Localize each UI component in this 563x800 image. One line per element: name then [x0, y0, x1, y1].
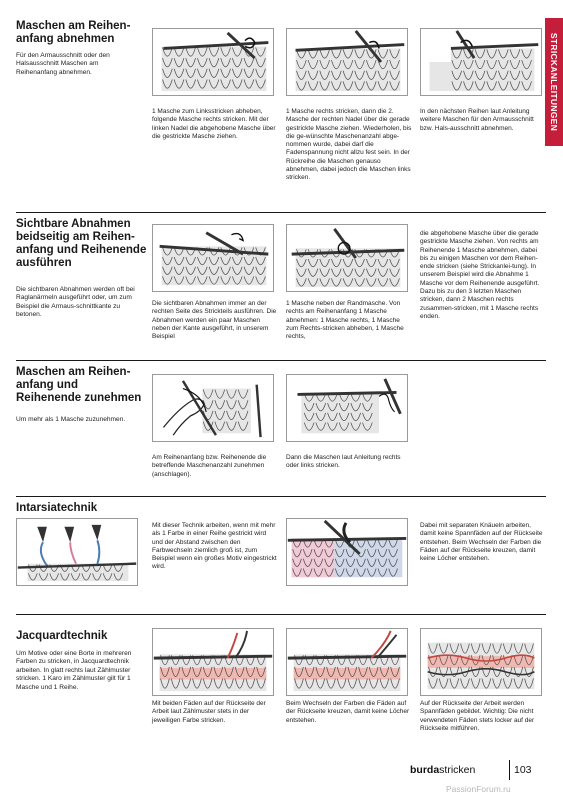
- illustration-jacquard-2: [286, 628, 408, 696]
- footer-brand: [410, 764, 475, 776]
- illustration-bind-off-2: [286, 28, 408, 96]
- illustration-intarsia-bobbins: [16, 518, 138, 586]
- section-divider: [16, 496, 546, 497]
- section-tab-label: STRICKANLEITUNGEN: [549, 32, 560, 132]
- section-title: Sichtbare Abnahmen beidseitig am Reihen-anfang und Reihenende ausführen: [16, 218, 147, 269]
- caption-step-3: Auf der Rückseite der Arbeit werden Spannfäden gebildet. Wichtig: Die nicht verwendeten Fäden stets locker auf der Rückseite mitführen.: [420, 700, 535, 732]
- brand-light: stricken: [439, 764, 476, 776]
- caption-step-2: 1 Masche rechts stricken, dann die 2. Masche der rechten Nadel über die gerade gestrickte Masche ziehen. Wiederholen, bis die ge-wünschte Maschenanzahl abge-nommen wurde, dabei darf die Fadenspannung nicht allzu fest sein. In der Rückreihe die Maschen genauso abnehmen, dabei jedoch die Maschen links stricken.: [286, 108, 412, 182]
- caption-step-2: 1 Masche neben der Randmasche. Von rechts am Reihenanfang 1 Masche abnehmen: 1 Masche rechts, 1 Masche zum Rechts-stricken abheben, 1 Masche rechts,: [286, 300, 404, 341]
- section-description: Um Motive oder eine Borte in mehreren Farben zu stricken, in Jacquardtechnik arbeiten. In glatt rechts laut Zählmuster stricken. 1 Karo im Zählmuster gilt für 1 Masche und 1 Reihe.: [16, 650, 132, 691]
- brand-bold: burda: [410, 764, 440, 776]
- section-intarsia: [16, 502, 546, 612]
- section-description: Für den Armausschnitt oder den Halsausschnitt Maschen am Reihenanfang abnehmen.: [16, 52, 110, 76]
- caption-step-1: 1 Masche zum Linksstricken abheben, folgende Masche rechts stricken. Mit der linken Nadel die abgehobene Masche über die gestrickte Masche ziehen.: [152, 108, 276, 140]
- page-number: 103: [514, 764, 532, 776]
- caption-step-3: In den nächsten Reihen laut Anleitung weitere Maschen für den Armausschnitt bzw. Hals-ausschnitt abnehmen.: [420, 108, 534, 132]
- illustration-bind-off-1: [152, 28, 274, 96]
- caption-step-1: Die sichtbaren Abnahmen immer an der rechten Seite des Strickteils ausführen. Die Abnahmen werden ein paar Maschen neben der Kante ausgeführt, in unserem Beispiel: [152, 300, 277, 341]
- section-description: Die sichtbaren Abnahmen werden oft bei Raglanärmeln ausgeführt oder, um zum Beispiel die Armaus-schnittkante zu betonen.: [16, 286, 135, 319]
- section-title: Maschen am Reihen-anfang und Reihenende zunehmen: [16, 366, 142, 404]
- section-title: Jacquardtechnik: [16, 630, 108, 642]
- caption-step-1: Mit dieser Technik arbeiten, wenn mit mehr als 1 Farbe in einer Reihe gestrickt wird und der Abstand zwischen den Farbwechseln ziemlich groß ist, zum Beispiel wenn ein großes Motiv eingestrickt wird.: [152, 522, 277, 571]
- footer-separator: [509, 760, 510, 780]
- section-title: Intarsiatechnik: [16, 502, 98, 514]
- section-jacquard: [16, 628, 546, 746]
- caption-step-2: Dabei mit separaten Knäueln arbeiten, damit keine Spannfäden auf der Rückseite entstehen. Beim Wechseln der Farben die Fäden auf der Rückseite kreuzen, damit keine Löcher entstehen.: [420, 522, 543, 563]
- illustration-jacquard-floats: [420, 628, 542, 696]
- caption-step-3: die abgehobene Masche über die gerade gestrickte Masche ziehen. Von rechts am Reihenende 1 Masche abnehmen, dabei bis zu einigen Maschen vor dem Reihen-ende stricken (siehe Strickanlei-tung). In unserem Beispiel wird die Abnahme 1 Masche vor dem Reihenende ausgeführt. Dazu bis zu den 3 letzten Maschen stricken, dann 2 Maschen rechts zusammen-stricken, mit 1 Masche rechts enden.: [420, 230, 540, 320]
- caption-step-2: Beim Wechseln der Farben die Fäden auf der Rückseite kreuzen, damit keine Löcher entstehen.: [286, 700, 410, 724]
- section-decrease-row-start: [16, 20, 546, 210]
- section-divider: [16, 360, 546, 361]
- caption-step-2: Dann die Maschen laut Anleitung rechts oder links stricken.: [286, 454, 401, 470]
- section-divider: [16, 614, 546, 615]
- section-description: Um mehr als 1 Masche zuzunehmen.: [16, 416, 126, 423]
- illustration-intarsia-crossing: [286, 518, 408, 586]
- illustration-bind-off-3: [420, 28, 542, 96]
- section-title: Maschen am Reihen- anfang abnehmen: [16, 20, 131, 45]
- illustration-visible-decrease-1: [152, 224, 274, 292]
- section-increase-stitches: [16, 366, 546, 488]
- illustration-jacquard-1: [152, 628, 274, 696]
- section-tab: [545, 18, 563, 146]
- illustration-visible-decrease-2: [286, 224, 408, 292]
- illustration-cast-on-hands: [152, 374, 274, 442]
- section-divider: [16, 212, 546, 213]
- illustration-increase-knitting: [286, 374, 408, 442]
- section-visible-decreases: [16, 218, 546, 358]
- watermark: PassionForum.ru: [446, 784, 511, 794]
- caption-step-1: Am Reihenanfang bzw. Reihenende die betreffende Maschenanzahl zunehmen (anschlagen).: [152, 454, 267, 478]
- caption-step-1: Mit beiden Fäden auf der Rückseite der Arbeit laut Zählmuster stets in der jeweiligen Farbe stricken.: [152, 700, 266, 724]
